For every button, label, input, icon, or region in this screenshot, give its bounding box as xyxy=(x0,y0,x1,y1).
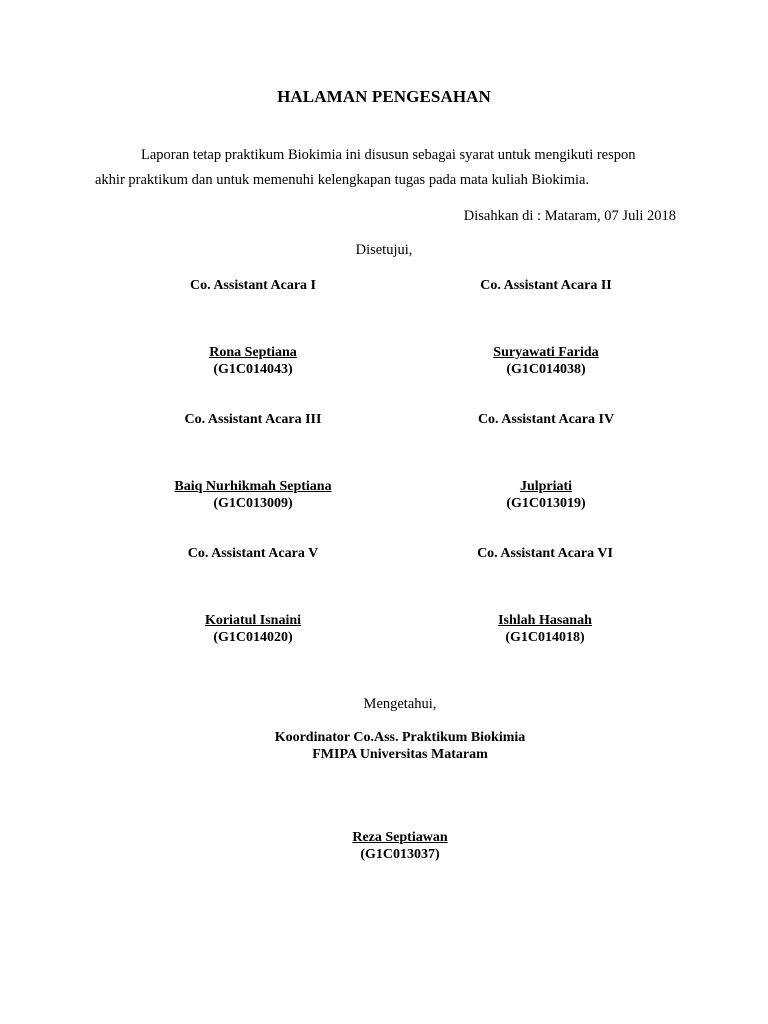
assistant-5-signature xyxy=(103,612,403,646)
assistant-3-name: Baiq Nurhikmah Septiana xyxy=(174,479,332,494)
assistant-2-role: Co. Assistant Acara II xyxy=(480,278,612,293)
intro-paragraph-line-1: Laporan tetap praktikum Biokimia ini disusun sebagai syarat untuk mengikuti respon xyxy=(141,147,636,163)
assistant-5-role: Co. Assistant Acara V xyxy=(187,546,319,561)
assistant-1-signature xyxy=(103,344,403,378)
coordinator-nim: (G1C013037) xyxy=(360,847,440,862)
assistant-6-role: Co. Assistant Acara VI xyxy=(477,546,613,561)
intro-paragraph-line-2: akhir praktikum dan untuk memenuhi kelengkapan tugas pada mata kuliah Biokimia. xyxy=(95,172,590,188)
assistant-1-nim: (G1C014043) xyxy=(213,362,293,377)
assistant-3-role: Co. Assistant Acara III xyxy=(184,412,322,427)
assistant-2-name: Suryawati Farida xyxy=(493,345,599,360)
coordinator-title xyxy=(0,729,768,763)
assistant-6-name: Ishlah Hasanah xyxy=(498,613,592,628)
approved-label: Disetujui, xyxy=(355,242,413,258)
assistant-6-signature xyxy=(395,612,695,646)
assistant-6-nim: (G1C014018) xyxy=(505,630,585,645)
coordinator-signature xyxy=(0,829,768,863)
assistant-4-role: Co. Assistant Acara IV xyxy=(477,412,615,427)
assistant-5-nim: (G1C014020) xyxy=(213,630,293,645)
acknowledged-label: Mengetahui, xyxy=(363,696,437,712)
assistant-1-name: Rona Septiana xyxy=(209,345,297,360)
assistant-4-nim: (G1C013019) xyxy=(506,496,586,511)
coordinator-name: Reza Septiawan xyxy=(352,830,448,845)
coordinator-title-line-2: FMIPA Universitas Mataram xyxy=(312,747,488,762)
assistant-3-signature xyxy=(103,478,403,512)
assistant-4-name: Julpriati xyxy=(519,479,573,494)
page-title: HALAMAN PENGESAHAN xyxy=(277,87,491,106)
coordinator-title-line-1: Koordinator Co.Ass. Praktikum Biokimia xyxy=(274,730,526,745)
assistant-1-role: Co. Assistant Acara I xyxy=(189,278,316,293)
assistant-5-name: Koriatul Isnaini xyxy=(204,613,302,628)
assistant-2-nim: (G1C014038) xyxy=(506,362,586,377)
assistant-4-signature xyxy=(396,478,696,512)
approval-place-date: Disahkan di : Mataram, 07 Juli 2018 xyxy=(463,208,676,224)
assistant-3-nim: (G1C013009) xyxy=(213,496,293,511)
assistant-2-signature xyxy=(396,344,696,378)
